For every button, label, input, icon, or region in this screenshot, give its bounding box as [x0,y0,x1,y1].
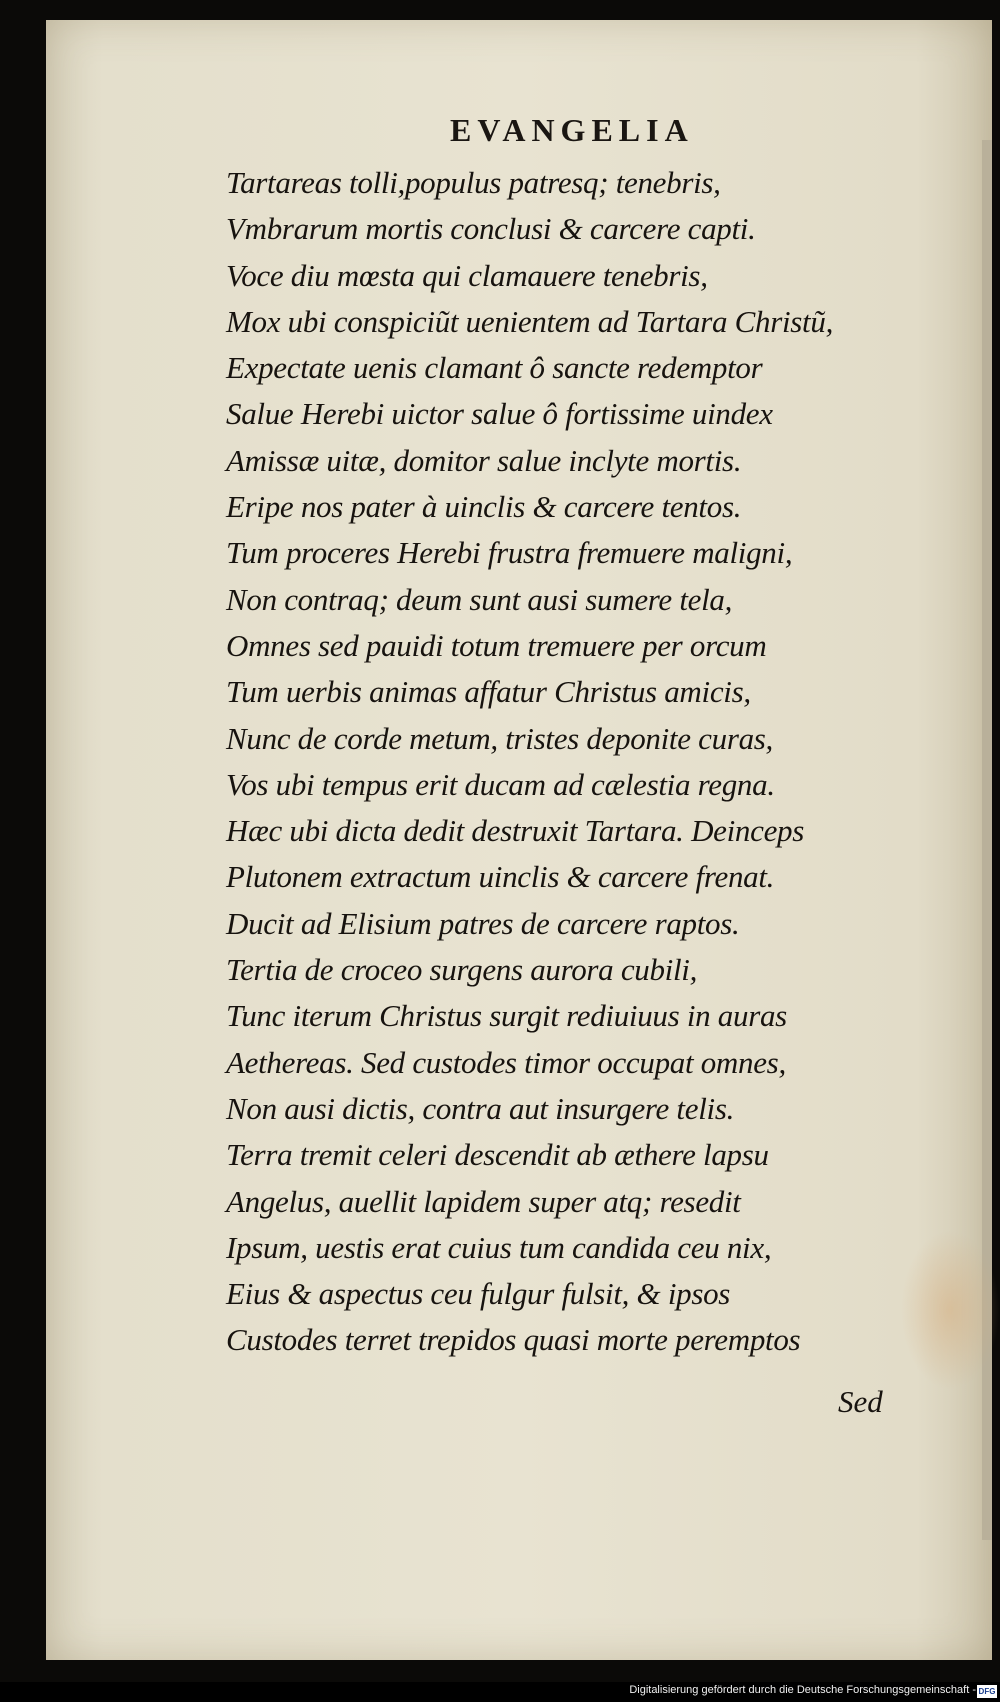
verse-line: Tertia de croceo surgens aurora cubili, [226,952,698,988]
verse-line: Custodes terret trepidos quasi morte peremptos [226,1322,801,1358]
verse-line: Amissæ uitæ, domitor salue inclyte mortis. [226,442,742,478]
verse-line: Terra tremit celeri descendit ab æthere lapsu [226,1137,769,1173]
verse-line: Eius & aspectus ceu fulgur fulsit, & ipsos [226,1276,731,1312]
dfg-logo: DFG [978,1687,996,1696]
funding-notice: Digitalisierung gefördert durch die Deutsche Forschungsgemeinschaft - [629,1684,976,1696]
verse-line: Non contraq; deum sunt ausi sumere tela, [226,581,733,617]
verse-line: Aethereas. Sed custodes timor occupat omnes, [226,1044,786,1080]
catchword: Sed [838,1384,883,1419]
verse-line: Non ausi dictis, contra aut insurgere telis. [226,1090,735,1126]
verse-line: Angelus, auellit lapidem super atq; resedit [226,1183,741,1219]
verse-line: Eripe nos pater à uinclis & carcere tentos. [226,489,742,525]
verse-line: Hæc ubi dicta dedit destruxit Tartara. Deinceps [226,813,805,849]
verse-text [226,160,946,1364]
verse-line: Vmbrarum mortis conclusi & carcere capti. [226,211,756,247]
verse-line: Tum uerbis animas affatur Christus amicis, [226,674,751,710]
verse-line: Omnes sed pauidi totum tremuere per orcum [226,627,767,663]
verse-line: Plutonem extractum uinclis & carcere frenat. [226,859,775,895]
verse-line: Tum proceres Herebi frustra fremuere maligni, [226,535,793,571]
running-head: EVANGELIA [450,112,694,148]
verse-line: Tartareas tolli,populus patresq; tenebris, [226,165,721,200]
verse-line: Tunc iterum Christus surgit rediuiuus in auras [226,998,787,1034]
verse-line: Vos ubi tempus erit ducam ad cælestia regna. [226,766,775,802]
verse-line: Ducit ad Elisium patres de carcere raptos. [226,905,740,941]
verse-line: Voce diu mœsta qui clamauere tenebris, [226,257,708,293]
verse-line: Salue Herebi uictor salue ô fortissime uindex [226,396,773,432]
verse-line: Nunc de corde metum, tristes deponite curas, [226,720,773,756]
verse-line: Ipsum, uestis erat cuius tum candida ceu nix, [226,1229,772,1265]
verse-line: Expectate uenis clamant ô sancte redemptor [226,350,763,386]
verse-line: Mox ubi conspiciũt uenientem ad Tartara Christũ, [226,303,834,339]
